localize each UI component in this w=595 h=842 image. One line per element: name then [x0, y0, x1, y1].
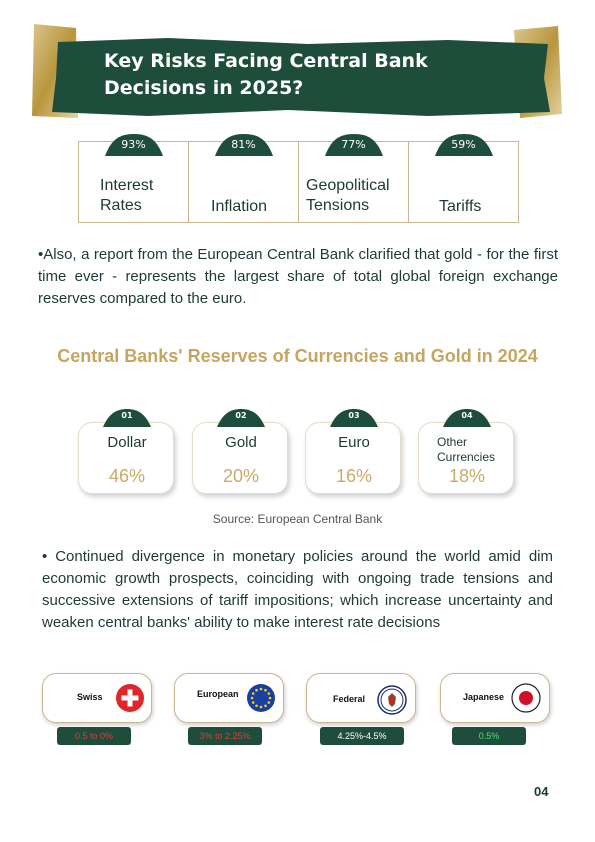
swiss-flag-icon: [115, 683, 145, 713]
risk-percent-tab: [431, 134, 497, 156]
bank-rate: 0.5 to 0%: [74, 731, 114, 741]
reserve-label: Euro: [338, 434, 370, 451]
gold-reserves-paragraph: •Also, a report from the European Central Bank clarified that gold - for the first time ever - represents the largest share of total global foreign exchange reserves compared to the euro.: [38, 246, 558, 307]
bank-rate-pill: [57, 727, 131, 745]
bank-card-european: [174, 673, 284, 723]
risk-label: Geopolitical Tensions: [306, 177, 390, 214]
reserve-number: 01: [121, 411, 133, 420]
risk-percent-tab: [321, 134, 387, 156]
bank-rate: 3% to 2.25%: [199, 731, 251, 741]
reserve-percent: 16%: [335, 466, 373, 486]
page-title: Key Risks Facing Central Bank Decisions in 2025?: [104, 50, 428, 99]
risk-card-inflation: [188, 138, 299, 223]
reserve-label: Other Currencies: [437, 435, 496, 464]
risk-percent: 93%: [121, 138, 146, 151]
reserves-section-title: Central Banks' Reserves of Currencies and Gold in 2024: [57, 346, 538, 366]
source-note: Source: European Central Bank: [212, 512, 383, 526]
bank-name: Japanese: [463, 692, 505, 702]
risk-card-tariffs: [408, 138, 519, 223]
reserve-card-euro: [305, 411, 401, 494]
risk-percent: 81%: [231, 138, 256, 151]
reserve-card-gold: [192, 411, 288, 494]
eu-flag-icon: [246, 683, 276, 713]
risk-percent-tab: [101, 134, 167, 156]
bank-rate-pill: [188, 727, 262, 745]
risk-label: Interest Rates: [100, 177, 154, 214]
monetary-policy-paragraph: • Continued divergence in monetary policies around the world amid dim economic growth prospects, coinciding with ongoing trade tensions and successive extensions of tariff impositions; which increase uncertainty and weaken central banks' ability to make interest rate decisions: [42, 548, 553, 631]
bank-card-federal: [306, 673, 416, 723]
risk-card-interest-rates: [78, 138, 189, 223]
bank-name: Federal: [333, 694, 366, 704]
reserve-number: 03: [348, 411, 360, 420]
risk-percent-tab: [211, 134, 277, 156]
japan-flag-icon: [511, 683, 541, 713]
bank-name: European: [197, 689, 239, 699]
reserve-label: Dollar: [107, 434, 147, 451]
reserve-number: 04: [461, 411, 473, 420]
bank-card-swiss: [42, 673, 152, 723]
reserve-number: 02: [235, 411, 247, 420]
federal-reserve-seal-icon: [377, 685, 407, 715]
risk-card-geopolitical-tensions: [298, 138, 409, 223]
reserve-label: Gold: [225, 434, 257, 451]
reserve-card-other-currencies: [418, 411, 514, 494]
bank-rate-pill: [452, 727, 526, 745]
page-number: 04: [534, 784, 549, 799]
reserve-percent: 18%: [448, 466, 486, 486]
reserve-percent: 46%: [108, 466, 146, 486]
reserve-percent: 20%: [222, 466, 260, 486]
bank-name: Swiss: [77, 692, 103, 702]
bank-rate-pill: [320, 727, 404, 745]
risk-label: Inflation: [211, 198, 268, 215]
bank-card-japanese: [440, 673, 550, 723]
risk-percent: 77%: [341, 138, 366, 151]
bank-rate: 4.25%-4.5%: [337, 731, 387, 741]
risk-percent: 59%: [451, 138, 476, 151]
reserve-card-dollar: [78, 411, 174, 494]
bank-rate: 0.5%: [478, 731, 500, 741]
risk-label: Tariffs: [439, 198, 482, 215]
